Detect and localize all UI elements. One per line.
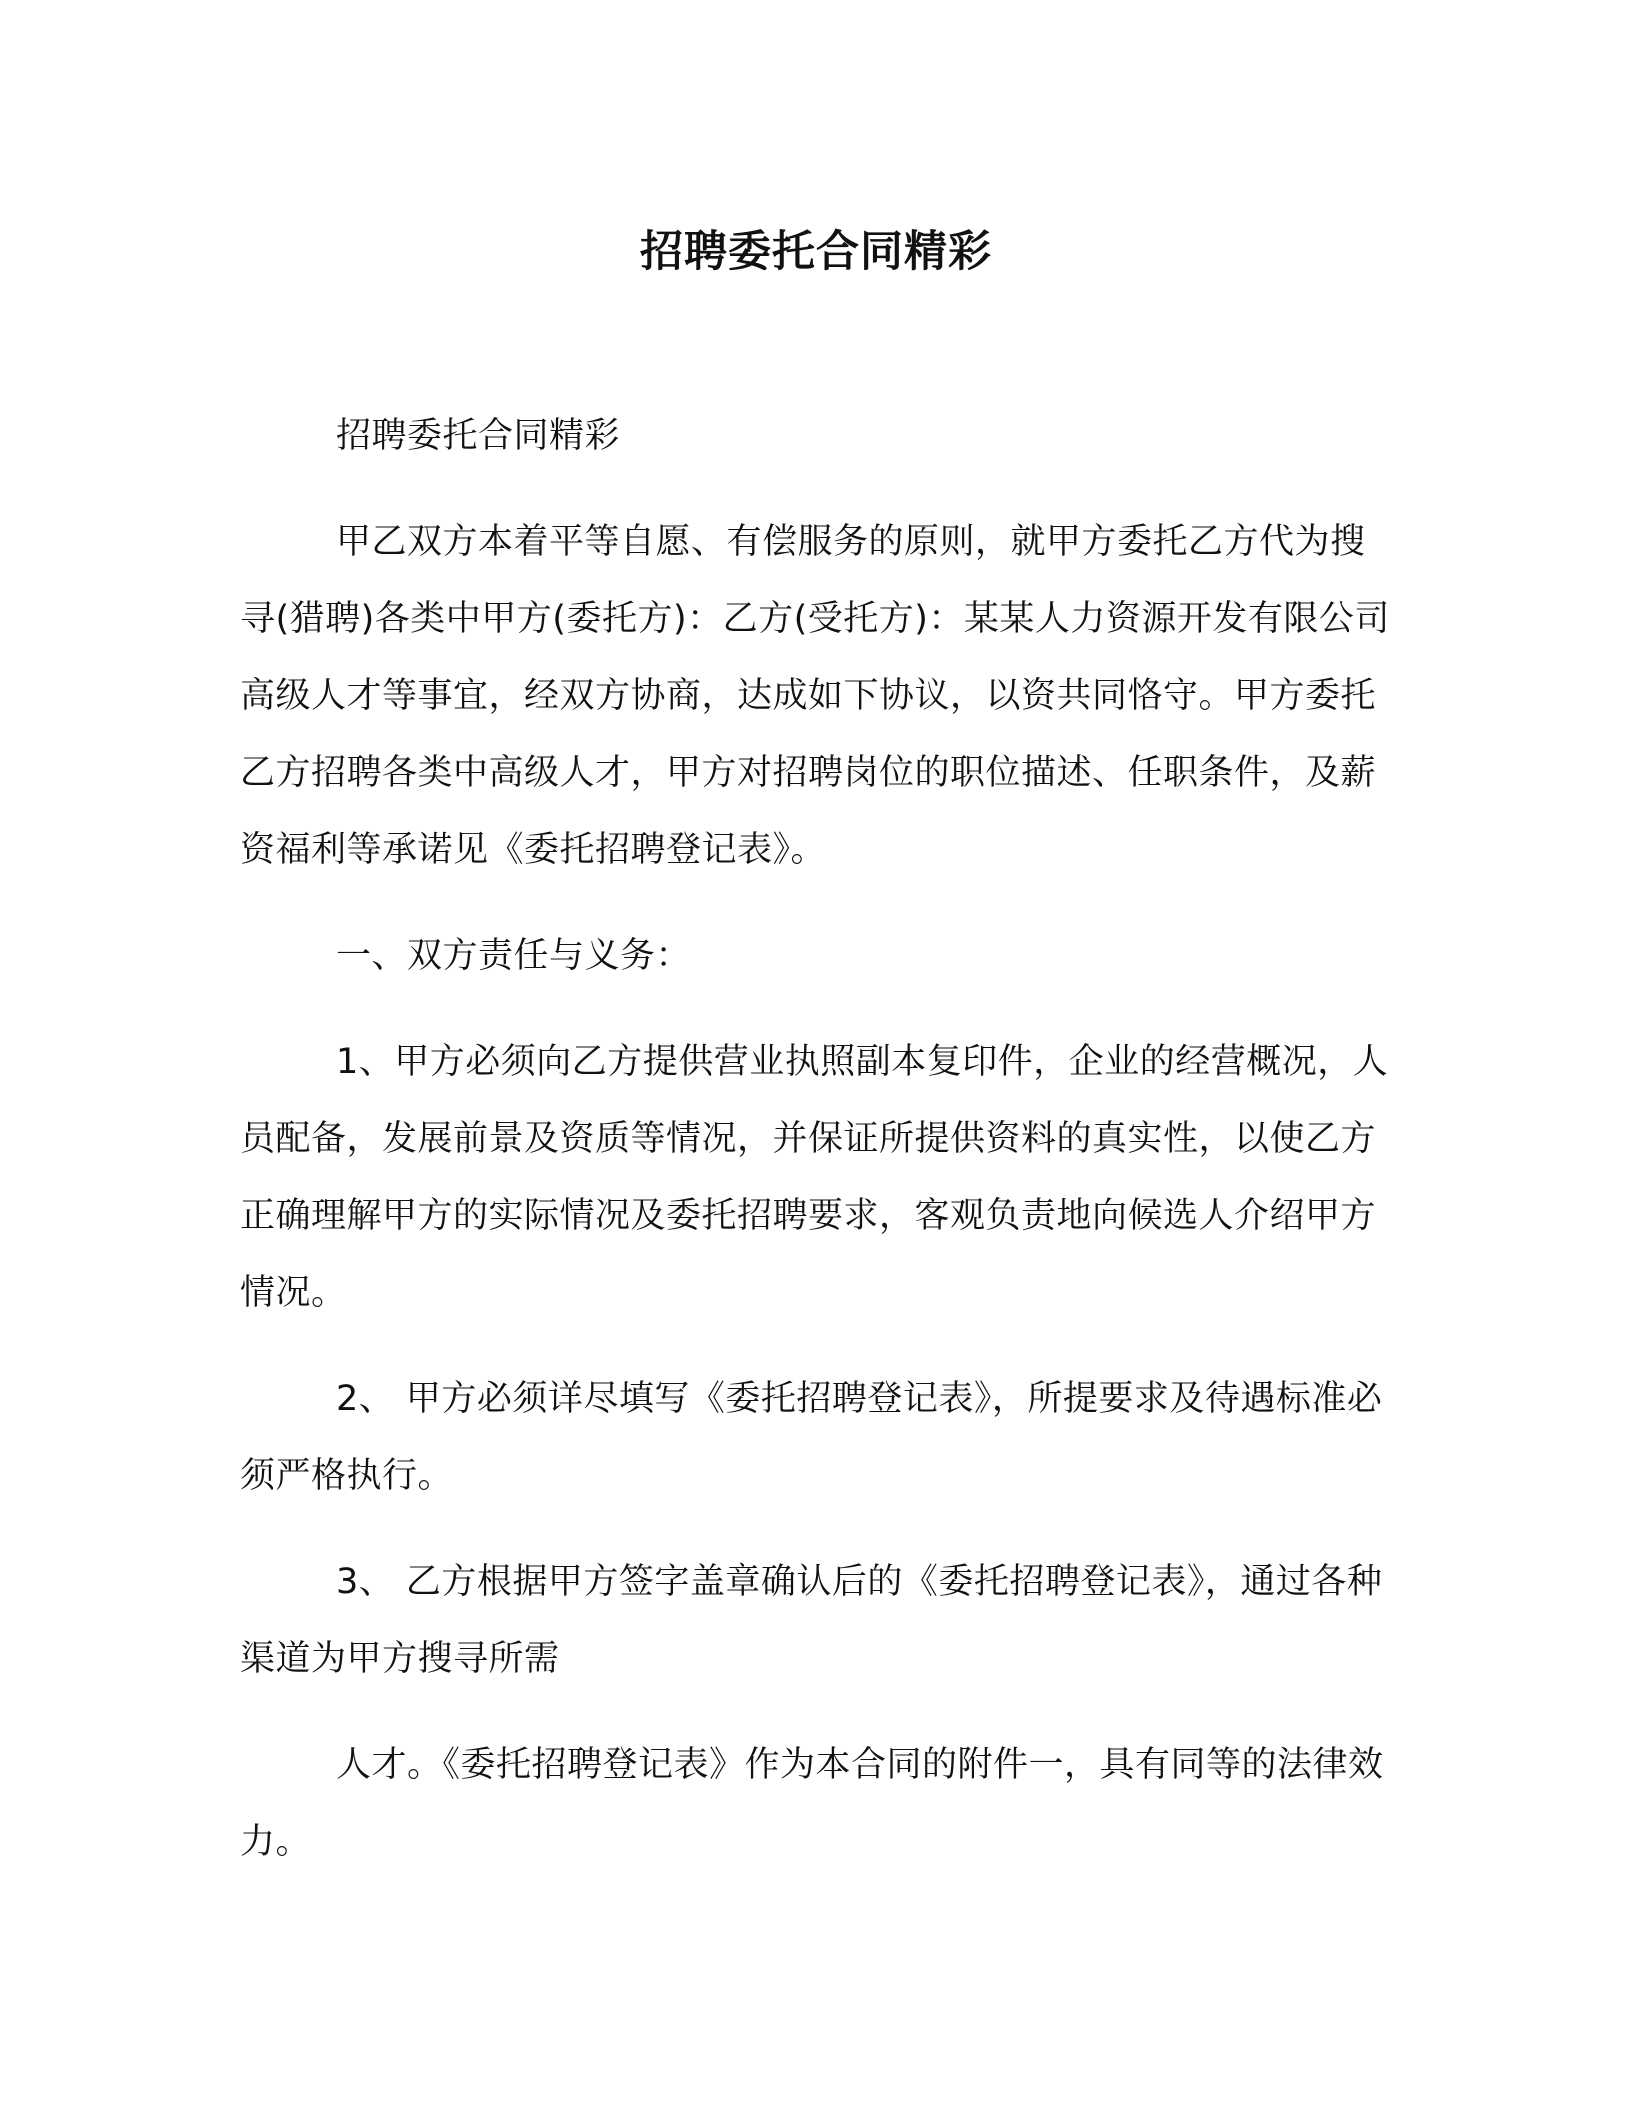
paragraph-subtitle: 招聘委托合同精彩: [336, 416, 621, 456]
clause-2: 2、 甲方必须详尽填写《委托招聘登记表》，所提要求及待遇标准必须严格执行。: [240, 1379, 1383, 1496]
section-heading-responsibilities: 一、双方责任与义务：: [336, 936, 692, 976]
document-title: 招聘委托合同精彩: [640, 227, 992, 277]
clause-1: 1、甲方必须向乙方提供营业执照副本复印件，企业的经营概况，人员配备，发展前景及资质等情况，并保证所提供资料的真实性，以使乙方正确理解甲方的实际情况及委托招聘要求，客观负责地向候选人介绍甲方情况。: [240, 1042, 1389, 1313]
clause-3: 3、 乙方根据甲方签字盖章确认后的《委托招聘登记表》，通过各种渠道为甲方搜寻所需: [240, 1562, 1383, 1679]
clause-3-continued: 人才。《委托招聘登记表》作为本合同的附件一，具有同等的法律效力。: [240, 1745, 1384, 1862]
document-body: [240, 398, 1400, 1910]
paragraph-preamble: 甲乙双方本着平等自愿、有偿服务的原则，就甲方委托乙方代为搜寻(猎聘)各类中甲方(委托方)：乙方(受托方)：某某人力资源开发有限公司高级人才等事宜，经双方协商，达成如下协议，以资共同恪守。甲方委托乙方招聘各类中高级人才，甲方对招聘岗位的职位描述、任职条件，及薪资福利等承诺见《委托招聘登记表》。: [240, 522, 1390, 870]
